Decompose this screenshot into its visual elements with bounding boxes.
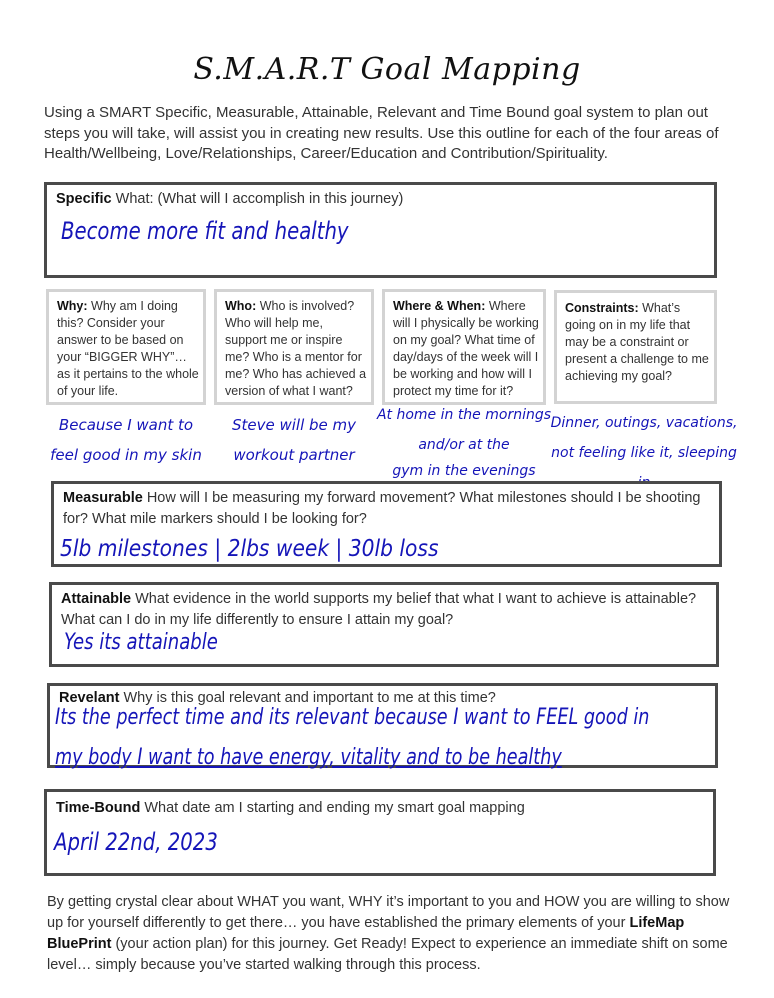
attainable-answer[interactable]: Yes its attainable — [64, 630, 218, 655]
measurable-box — [51, 481, 722, 567]
page-title: S.M.A.R.T Goal Mapping — [193, 52, 581, 87]
who-answer-line1: Steve will be my — [231, 416, 357, 434]
why-prompt: Why am I doing this? Consider your answer to be based on your “BIGGER WHY”… as it pertains to the whole of your life. — [57, 299, 199, 398]
attainable-label: Attainable — [61, 591, 132, 607]
time-bound-answer[interactable]: April 22nd, 2023 — [54, 828, 218, 856]
constraints-prompt: What’s going on in my life that may be a constraint or present a challenge to me achieving my goal? — [565, 301, 709, 383]
why-box — [46, 289, 206, 405]
measurable-label: Measurable — [63, 490, 143, 506]
where-when-label: Where & When: — [393, 299, 486, 313]
specific-prompt: What: (What will I accomplish in this journey) — [115, 191, 404, 207]
why-label: Why: — [57, 299, 88, 313]
who-box — [214, 289, 374, 405]
where-when-answer-line1: At home in the mornings — [376, 407, 552, 423]
constraints-box — [554, 290, 717, 404]
where-when-answer-line3: gym in the evenings — [392, 463, 536, 479]
where-when-answer-line2: and/or at the — [418, 437, 510, 453]
measurable-prompt: How will I be measuring my forward movement? What milestones should I be shooting for? What mile markers should I be looking for? — [63, 490, 701, 527]
where-when-answer[interactable] — [376, 400, 552, 482]
specific-answer[interactable]: Become more fit and healthy — [61, 217, 349, 245]
where-when-prompt: Where will I physically be working on my goal? What time of day/days of the week will I be working and how will I protect my time for it? — [393, 299, 539, 398]
relevant-answer-line1[interactable]: Its the perfect time and its relevant because I want to FEEL good in — [55, 705, 650, 730]
relevant-answer-line2[interactable]: my body I want to have energy, vitality and to be healthy — [55, 745, 562, 770]
constraints-label: Constraints: — [565, 301, 639, 315]
who-answer[interactable] — [214, 410, 374, 470]
lifemap-blueprint: LifeMap BluePrint — [47, 915, 685, 952]
constraints-answer-line1: Dinner, outings, vacations, — [550, 415, 738, 431]
intro-paragraph: Using a SMART Specific, Measurable, Attainable, Relevant and Time Bound goal system to plan out steps you will take, will assist you in creating new results. Use this outline for each of the four areas of Health/Wellbeing, Love/Relationships, Career/Education and Contribution/Spirituality. — [44, 104, 719, 162]
outro-paragraph — [47, 892, 737, 976]
measurable-answer[interactable]: 5lb milestones | 2lbs week | 30lb loss — [60, 536, 439, 562]
why-answer-line2: feel good in my skin — [50, 446, 202, 464]
time-bound-label: Time-Bound — [56, 800, 141, 816]
relevant-label: Revelant — [59, 690, 120, 706]
who-label: Who: — [225, 299, 257, 313]
who-answer-line2: workout partner — [233, 446, 355, 464]
who-prompt: Who is involved? Who will help me, support me or inspire me? Who is a mentor for me? Who has achieved a version of what I want? — [225, 299, 367, 398]
where-when-box — [382, 289, 546, 405]
why-answer-line1: Because I want to — [58, 416, 194, 434]
specific-box — [44, 182, 717, 278]
outro-text-2: (your action plan) for this journey. Get Ready! Expect to experience an immediate shift on some level… simply because you’ve started walking through this process. — [47, 936, 728, 973]
attainable-box — [49, 582, 719, 667]
constraints-answer-line2: not feeling like it, sleeping — [551, 445, 737, 461]
relevant-prompt: Why is this goal relevant and important to me at this time? — [123, 690, 496, 706]
specific-label: Specific — [56, 191, 112, 207]
attainable-prompt: What evidence in the world supports my belief that what I want to achieve is attainable? What can I do in my life differently to ensure I attain my goal? — [61, 591, 697, 628]
outro-text-1: By getting crystal clear about WHAT you want, WHY it’s important to you and HOW you are willing to show up for yourself differently to get there… you have established the primary elements of your — [47, 894, 730, 931]
why-answer[interactable] — [46, 410, 206, 470]
time-bound-prompt: What date am I starting and ending my smart goal mapping — [144, 800, 525, 816]
time-bound-box — [44, 789, 716, 876]
